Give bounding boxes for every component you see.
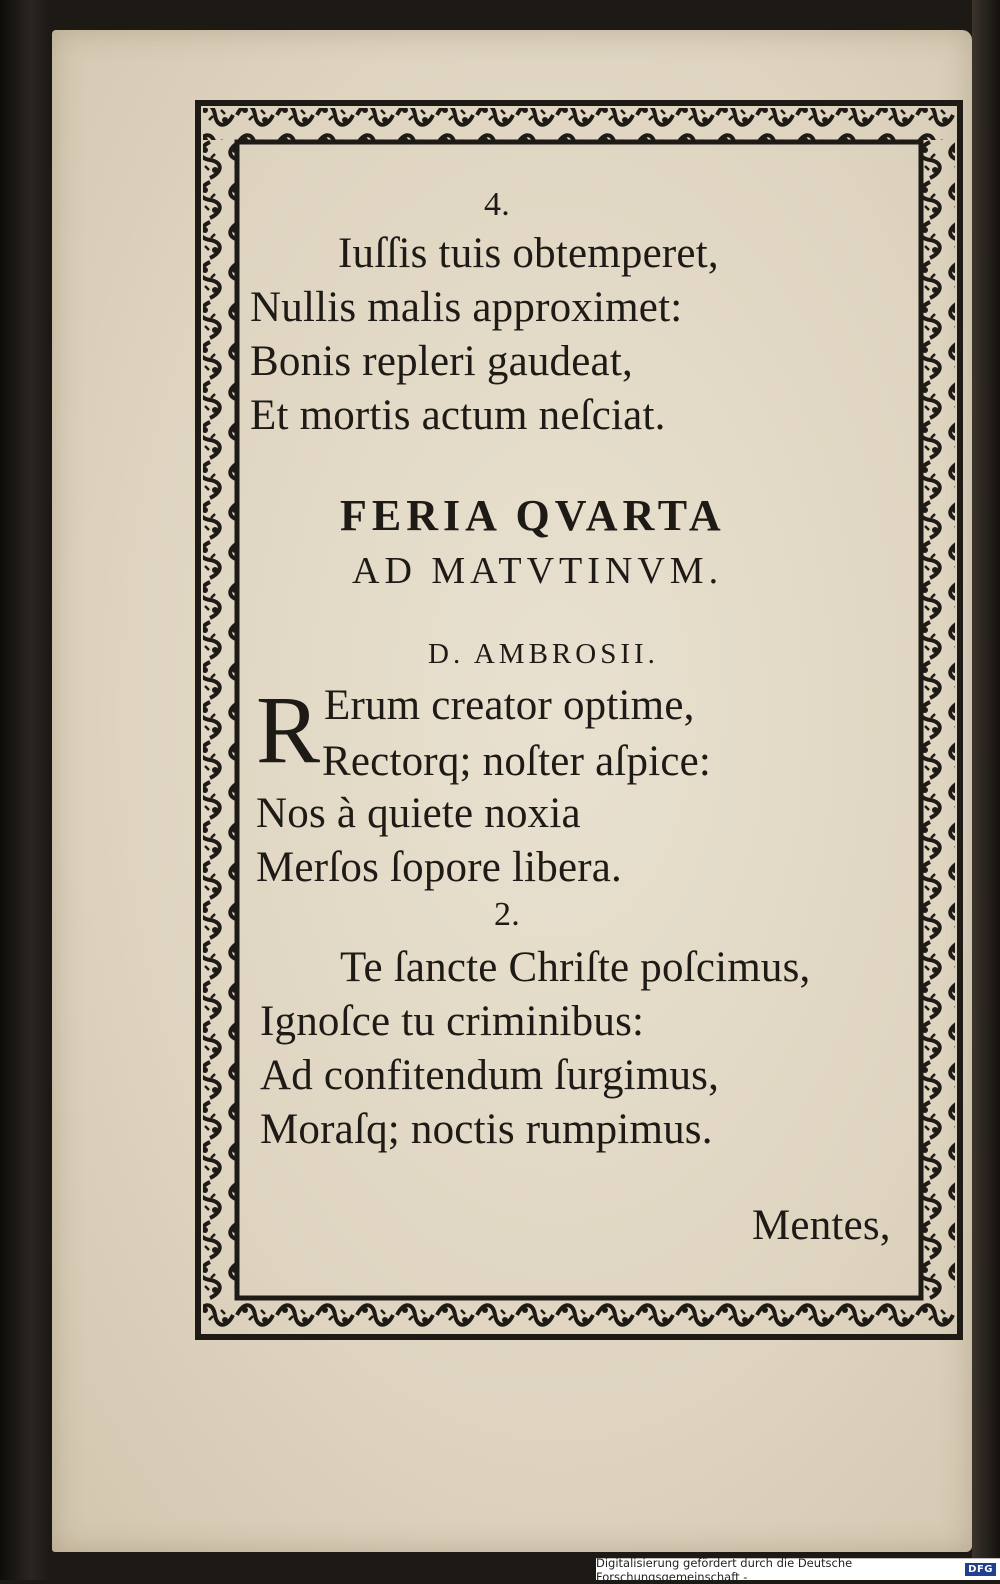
verse-line: Nullis malis approximet:	[250, 284, 683, 331]
verse-line: Moraſq; noctis rumpimus.	[260, 1106, 713, 1153]
verse-line: Ad confitendum ſurgimus,	[260, 1052, 720, 1099]
verse-line: Et mortis actum neſciat.	[250, 392, 666, 439]
dfg-logo: DFG	[965, 1563, 996, 1576]
section-subheading: AD MATVTINVM.	[352, 550, 724, 592]
verse-line: Te ſancte Chriſte poſcimus,	[340, 944, 811, 991]
hymn-author: D. AMBROSII.	[428, 638, 659, 670]
drop-cap: R	[256, 676, 321, 783]
verse-line: Rectorq; noſter aſpice:	[322, 738, 712, 785]
verse-line: Nos à quiete noxia	[256, 790, 581, 837]
stanza-number: 2.	[494, 896, 520, 933]
verse-line: Ignoſce tu criminibus:	[260, 998, 645, 1045]
digitization-credit: Digitalisierung gefördert durch die Deutsche Forschungsgemeinschaft -	[596, 1555, 853, 1584]
catchword: Mentes,	[752, 1202, 891, 1249]
page-number: 4.	[484, 186, 510, 223]
section-heading: FERIA QVARTA	[340, 491, 726, 540]
verse-line: Erum creator optime,	[324, 682, 695, 729]
verse-line: Iuſſis tuis obtemperet,	[338, 230, 719, 277]
verse-line: Merſos ſopore libera.	[256, 844, 623, 891]
verse-line: Bonis repleri gaudeat,	[250, 338, 633, 385]
digitization-credit-bar	[596, 1555, 1000, 1584]
